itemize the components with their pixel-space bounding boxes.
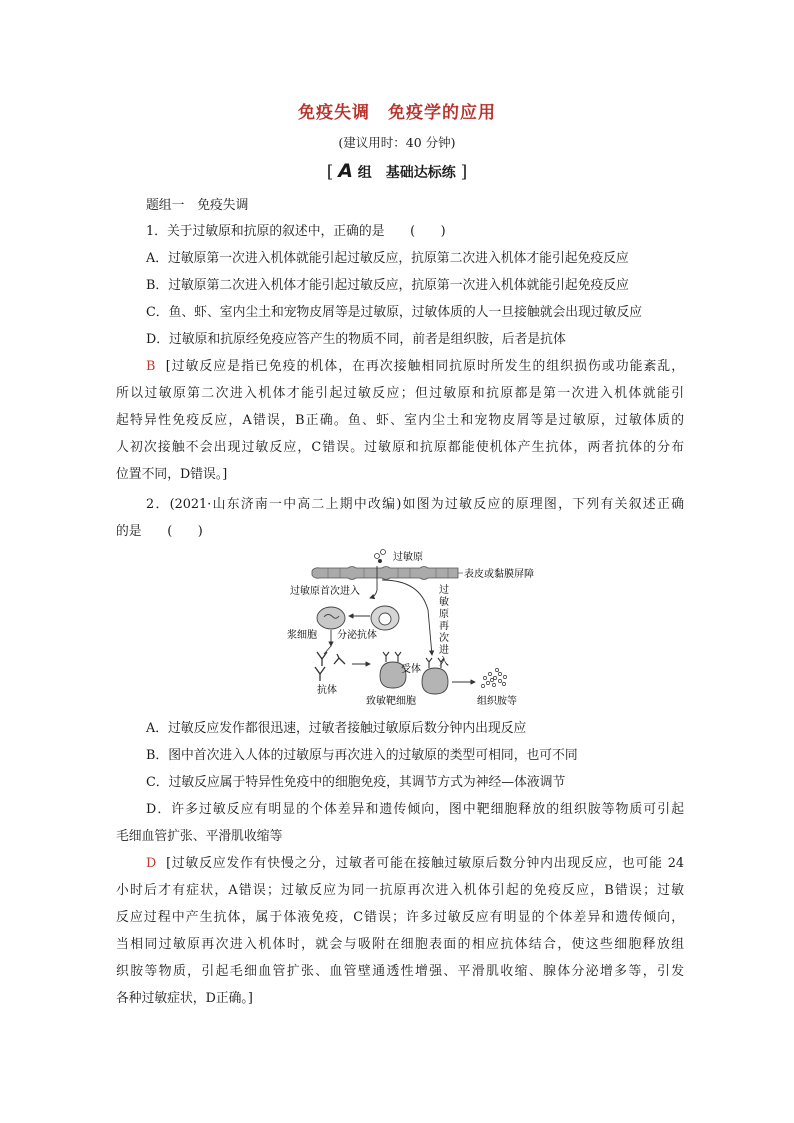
label-target-cell: 致敏靶细胞 [366,696,416,707]
q2-explanation-line: 小时后才有症状，A错误；过敏反应为同一抗原再次进入机体引起的免疫反应，B错误；过敏 [116,883,684,898]
q1-option-a: A．过敏原第一次进入机体就能引起过敏反应，抗原第二次进入机体才能引起免疫反应 [146,251,629,266]
q1-option-b: B．过敏原第二次进入机体才能引起过敏反应，抗原第一次进入机体就能引起免疫反应 [146,278,629,293]
q2-option-d: 毛细血管扩张、平滑肌收缩等 [116,829,283,844]
q2-option-b: B．图中首次进入人体的过敏原与再次进入的过敏原的类型可相同，也可不同 [146,748,578,763]
group-text: 组 基础达标练 [357,165,456,181]
group-heading [0,160,794,182]
label-plasma-cell: 浆细胞 [287,630,317,641]
histamine-granules [481,668,506,687]
q2-option-c: C．过敏反应属于特异性免疫中的细胞免疫，其调节方式为神经—体液调节 [146,775,566,790]
allergy-diagram [280,548,550,708]
q1-stem: 1．关于过敏原和抗原的叙述中，正确的是 ( ) [146,224,446,239]
q2-explanation-line: 反应过程中产生抗体，属于体液免疫，C错误；许多过敏反应有明显的个体差异和遗传倾向， [116,910,684,925]
allergen-particle [378,559,382,563]
label-reentry [439,583,449,668]
q2-stem: 的是 ( ) [116,524,203,539]
q1-explanation-line: 位置不同，D错误。] [116,467,228,482]
q2-explanation-line: 织胺等物质，引起毛细血管扩张、血管壁通透性增强、平滑肌收缩、腺体分泌增多等，引发 [116,964,684,979]
q1-option-d: D．过敏原和抗原经免疫应答产生的物质不同，前者是组织胺，后者是抗体 [146,332,566,347]
q1-option-c: C．鱼、虾、室内尘土和宠物皮屑等是过敏原，过敏体质的人一旦接触就会出现过敏反应 [146,305,643,320]
plasma-cell [317,607,345,629]
bracket-left: [ [326,162,334,182]
svg-text:再: 再 [439,621,449,632]
q2-explanation-line: D [过敏反应发作有快慢之分，过敏者可能在接触过敏原后数分钟内出现反应，也可能 24 [146,856,684,871]
q2-explanation-line: 各种过敏症状，D正确。] [116,991,253,1006]
label-receptor: 受体 [401,664,421,675]
suggested-time: (建议用时：40 分钟) [338,135,456,150]
section-heading: 题组一 免疫失调 [146,198,249,213]
q2-explanation-line: 当相同过敏原再次进入机体时，就会与吸附在细胞表面的相应抗体结合，使这些细胞释放组 [116,937,684,952]
antibody-icon [315,652,345,681]
q1-explanation-line: 所以过敏原第二次进入机体才能引起过敏反应；但过敏原和抗原都是第一次进入机体就能引 [116,386,684,401]
group-letter: A [338,160,353,182]
q1-explanation-line: 起特异性免疫反应，A错误，B正确。鱼、虾、室内尘土和宠物皮屑等是过敏原，过敏体质的 [116,413,684,428]
label-secrete: 分泌抗体 [337,630,377,641]
q1-answer: B [146,359,156,374]
page-title: 免疫失调 免疫学的应用 [298,103,496,123]
q1-explanation-line: 人初次接触不会出现过敏反应，C错误。过敏原和抗原都能使机体产生抗体，两者抗体的分布 [116,440,684,455]
bracket-right: ] [460,162,468,182]
svg-text:入: 入 [439,657,449,668]
label-barrier: 表皮或黏膜屏障 [464,569,534,580]
label-antibody: 抗体 [317,685,337,696]
label-first-entry: 过敏原首次进入 [290,586,360,597]
label-histamine: 组织胺等 [477,696,517,707]
q2-answer: D [146,856,157,871]
svg-text:次: 次 [439,633,449,644]
svg-text:原: 原 [439,609,449,620]
svg-text:敏: 敏 [439,597,449,608]
svg-text:进: 进 [439,645,449,656]
q2-option-d: D．许多过敏反应有明显的个体差异和遗传倾向，图中靶细胞释放的组织胺等物质可引起 [146,802,684,817]
allergen-particle [381,550,386,555]
q2-option-a: A．过敏反应发作都很迅速，过敏者接触过敏原后数分钟内出现反应 [146,721,527,736]
label-allergen: 过敏原 [393,552,423,563]
allergen-particle [375,554,380,559]
q1-explanation-line: B [过敏反应是指已免疫的机体，在再次接触相同抗原时所发生的组织损伤或功能紊乱， [146,359,684,374]
svg-text:过: 过 [439,585,449,596]
q2-stem: 2．(2021·山东济南一中高二上期中改编)如图为过敏反应的原理图，下列有关叙述正确 [146,497,684,512]
